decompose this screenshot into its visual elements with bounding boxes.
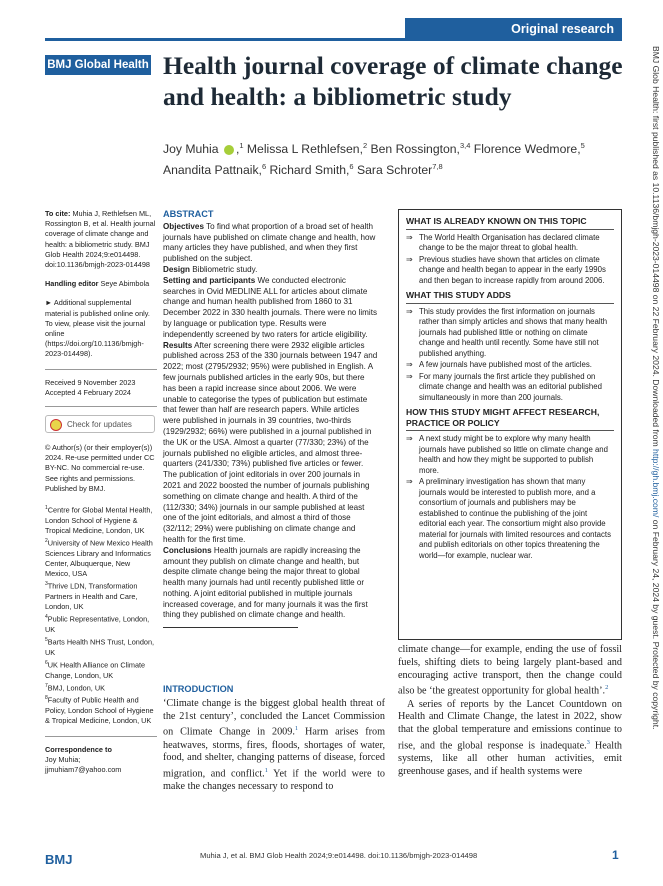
- article-title: Health journal coverage of climate change and health: a bibliometric study: [163, 51, 623, 111]
- arrow-icon: ⇒: [406, 232, 413, 242]
- abstract-setting: [163, 276, 378, 341]
- affiliation-number: 8: [45, 695, 48, 702]
- author-list: Joy Muhia ,$^1$ Melissa L Rethlefsen,$^2$ Ben Rossington,$^{3,4}$ Florence Wedmore,$^5$ Anandita Pattnaik,$^6$ Richard Smith,$^6$ Sara Schroter$^{7,8}$: [163, 141, 585, 178]
- bmj-logo[interactable]: BMJ: [45, 852, 73, 867]
- arrow-icon: ⇒: [406, 360, 413, 369]
- check-updates-label: Check for updates: [67, 420, 132, 430]
- body-text: A series of reports by the Lancet Countdown on Health and Climate Change, the latest in 2022, show that the global temperature and emissions continue to rise, and the global response is inadequate.: [398, 698, 622, 752]
- intro-text: Harm arises from heatwaves, storms, fires, floods, shortages of water, food, and shelter, changing patterns of disease, forced migration, and conflict.: [163, 726, 385, 780]
- box-bullet-item: [406, 360, 614, 371]
- author-name[interactable]: Anandita Pattnaik,: [163, 163, 262, 178]
- affiliation-item: [45, 579, 157, 612]
- affiliation-item: [45, 693, 157, 726]
- body-paragraph: [398, 699, 622, 779]
- box-bullet-text: A next study might be to explore why many health journals have published so little on climate change and health and how they might be supported to publish more.: [419, 434, 608, 475]
- arrow-icon: ⇒: [406, 434, 413, 443]
- author-name[interactable]: Florence Wedmore,: [473, 142, 581, 157]
- citation-ref[interactable]: 1: [264, 767, 268, 775]
- footer-citation: Muhia J, et al. BMJ Glob Health 2024;9:e014498. doi:10.1136/bmjgh-2023-014498: [200, 851, 478, 860]
- box-bullet-item: [406, 307, 614, 360]
- abstract-results: [163, 341, 378, 546]
- affil-sup: 6: [349, 162, 354, 172]
- section-label: Design: [163, 264, 190, 274]
- intro-paragraph: [163, 698, 385, 794]
- affiliation-number: 1: [45, 505, 48, 512]
- arrow-icon: ⇒: [406, 371, 413, 381]
- section-text: To find what proportion of a broad set of health journals have published on climate change and health, how many articles they have published, and when they first published on the subject.: [163, 221, 376, 264]
- box-bullet-text: This study provides the first information on journals rather than simply articles and shows that many health journals had published little or nothing on climate change and health until recently. Some have still not published anything.: [419, 306, 608, 358]
- cite-block: [45, 209, 157, 270]
- author-name[interactable]: Ben Rossington,: [370, 142, 460, 157]
- intro-text: ‘Climate change is the biggest global health threat of the 21st century’, concluded the Lancet Commission on Climate Change in 2009.: [163, 697, 385, 738]
- affil-sup: 3,4: [459, 141, 471, 150]
- affiliation-number: 2: [45, 538, 48, 545]
- sidebar: [45, 209, 157, 775]
- affiliation-number: 3: [45, 581, 48, 588]
- divider: [45, 406, 157, 407]
- intro-text: Yet if the world were to make the changes necessary to respond to: [163, 768, 385, 793]
- affil-sup: 7,8: [432, 162, 443, 172]
- orcid-icon[interactable]: [224, 145, 234, 155]
- box-bullet-item: [406, 372, 614, 404]
- section-label: Setting and participants: [163, 275, 256, 285]
- box-bullet-text: The World Health Organisation has declared climate change to be the major threat to global health.: [419, 232, 600, 252]
- summary-box: [398, 209, 622, 640]
- handling-editor: [45, 279, 157, 289]
- divider: [45, 736, 157, 737]
- affiliation-number: 4: [45, 614, 48, 621]
- affiliation-number: 7: [45, 682, 48, 689]
- known-list: [406, 233, 614, 287]
- introduction: [163, 683, 385, 794]
- author-name[interactable]: Richard Smith,: [269, 163, 350, 178]
- divider: [45, 369, 157, 370]
- body-text: Health systems, like all other human activities, emit greenhouse gases, and if health systems were: [398, 740, 622, 777]
- abstract-heading: ABSTRACT: [163, 209, 214, 219]
- intro-heading: INTRODUCTION: [163, 684, 234, 694]
- affiliation-item: [45, 681, 157, 694]
- abstract-conclusions: [163, 546, 378, 622]
- affiliation-text: Faculty of Public Health and Policy, London School of Hygiene & Tropical Medicine, London, UK: [45, 695, 154, 726]
- download-watermark: [641, 46, 661, 846]
- copyright-note: © Author(s) (or their employer(s)) 2024. Re-use permitted under CC BY-NC. No commercial re-use. See rights and permissions. Published by BMJ.: [45, 443, 155, 493]
- box-bullet-item: [406, 477, 614, 561]
- affiliation-text: University of New Mexico Health Sciences Library and Informatics Center, Albuquerque, New Mexico, USA: [45, 538, 153, 579]
- affiliation-text: Barts Health NHS Trust, London, UK: [45, 637, 155, 657]
- known-heading: WHAT IS ALREADY KNOWN ON THIS TOPIC: [406, 216, 614, 230]
- abstract-design: [163, 265, 378, 276]
- check-updates-button[interactable]: [45, 415, 155, 433]
- watermark-text: BMJ Glob Health: first published as 10.1136/bmjgh-2023-014498 on 22 February 2024. Downloaded from: [651, 46, 661, 450]
- cite-text: Muhia J, Rethlefsen ML, Rossington B, et al. Health journal coverage of climate change and health: a bibliometric study. BMJ Glob Health 2024;9:e014498. doi:10.1136/bmjgh-2023-014498: [45, 209, 156, 270]
- affil-sup: 5: [580, 141, 585, 150]
- citation-ref[interactable]: 3: [586, 738, 590, 746]
- abstract-rule: [163, 627, 298, 628]
- accepted-date: Accepted 4 February 2024: [45, 387, 131, 397]
- affiliations: [45, 503, 157, 726]
- author-name[interactable]: Joy Muhia: [163, 142, 219, 157]
- affiliation-text: Centre for Global Mental Health, London School of Hygiene & Tropical Medicine, London, UK: [45, 505, 153, 535]
- box-bullet-text: For many journals the first article they published on climate change and health was an editorial published simultaneously in more than 200 journals.: [419, 371, 602, 402]
- affiliation-text: Thrive LDN, Transformation Partners in Health and Care, London, UK: [45, 581, 138, 612]
- section-label: Results: [163, 340, 193, 350]
- body-text: climate change—for example, ending the use of fossil fuels, shifting diets to being largely plant-based and encouraging active transport, then the change could also be ‘the greatest opportunity for global health’.: [398, 644, 622, 697]
- author-name[interactable]: Sara Schroter: [356, 163, 433, 178]
- watermark-link[interactable]: http://gh.bmj.com/: [651, 449, 661, 518]
- affiliation-item: [45, 536, 157, 579]
- affect-list: [406, 434, 614, 561]
- affiliation-text: Public Representative, London, UK: [45, 614, 150, 634]
- handling-name: Seye Abimbola: [100, 279, 150, 289]
- correspondence-label: Correspondence to: [45, 744, 112, 754]
- box-bullet-text: Previous studies have shown that articles on climate change and health began to appear in the early 1990s and then began to increase rapidly from around 2006.: [419, 254, 606, 285]
- cite-label: To cite:: [45, 209, 71, 218]
- section-text: Bibliometric study.: [192, 264, 258, 274]
- received-date: Received 9 November 2023: [45, 377, 136, 387]
- section-text: After screening there were 2932 eligible articles published across 253 of the 330 journals between 1947 and 2022; most (2795/2932; 95%) were published in English. A few journals published articles in the early 90s, but there has been a rapid increase since about 2006. We were unable to categorise the types of publication but estimate that fewer than half are research papers. While articles were published in journals in 39 countries, two-thirds (1929/2932; 66%) were published in a journal published in the UK or the USA. Almost a quarter (77/330; 23%) of the journals published no eligible articles, and almost three-quarters (241/330; 73%) published five articles or fewer. The publication of joint editorials in over 200 journals in 2021 and 2022 boosted the number of journals publishing something on climate change and health. A third of the (112/330; 34%) journals in our sample published at least one of the joint editorials, and almost a third of those (32/112; 29%) were publishing on climate change and health for the first time.: [163, 340, 378, 544]
- crossmark-icon: [50, 419, 62, 431]
- body-right-column: [398, 644, 622, 779]
- arrow-icon: ⇒: [406, 477, 413, 486]
- section-text: Health journals are rapidly increasing the amount they publish on climate change and health, but despite climate change being the major threat to global health many journals had until recently published little or nothing. A joint editorial published in multiple journals increased coverage, and for many journals it was the first thing they published on climate change and health.: [163, 545, 368, 620]
- arrow-icon: ⇒: [406, 306, 413, 316]
- body-paragraph: [398, 644, 622, 699]
- box-bullet-item: [406, 233, 614, 254]
- section-label: Original research: [405, 18, 622, 40]
- affiliation-item: [45, 612, 157, 635]
- affiliation-text: BMJ, London, UK: [47, 683, 105, 693]
- top-rule: [45, 38, 622, 41]
- author-name[interactable]: Melissa L Rethlefsen,: [246, 142, 363, 157]
- abstract: [163, 209, 378, 628]
- affil-sup: 6: [261, 162, 267, 172]
- affiliation-item: [45, 635, 157, 658]
- section-text: We conducted electronic searches in Ovid MEDLINE ALL for articles about climate change and human health published from 1860 to 31 December 2022 in 330 health journals. There were no limits by language or publication type. Results were independently screened by two raters for article eligibility.: [163, 275, 378, 339]
- box-bullet-item: [406, 434, 614, 476]
- correspondence-email[interactable]: jjmuhiam7@yahoo.com: [45, 764, 122, 774]
- journal-brand[interactable]: BMJ Global Health: [45, 55, 151, 75]
- box-bullet-text: A few journals have published most of the articles.: [419, 360, 592, 369]
- abstract-objectives: [163, 222, 378, 265]
- section-label: Objectives: [163, 221, 204, 231]
- adds-list: [406, 307, 614, 404]
- affect-heading: HOW THIS STUDY MIGHT AFFECT RESEARCH, PRACTICE OR POLICY: [406, 407, 614, 431]
- handling-label: Handling editor: [45, 279, 99, 289]
- affil-sup: 1: [239, 141, 244, 150]
- watermark-text: on February 24, 2024 by guest. Protected by copyright.: [651, 517, 661, 730]
- citation-ref[interactable]: 1: [294, 725, 299, 733]
- adds-heading: WHAT THIS STUDY ADDS: [406, 290, 614, 304]
- supplemental-note[interactable]: ► Additional supplemental material is published online only. To view, please visit the journal online (https://doi.org/10.1136/bmjgh-2023-014498).: [45, 298, 150, 359]
- affiliation-number: 5: [45, 637, 48, 644]
- correspondence-name: Joy Muhia;: [45, 754, 81, 764]
- affiliation-number: 6: [45, 660, 48, 667]
- affiliation-text: UK Health Alliance on Climate Change, London, UK: [45, 660, 146, 680]
- affil-sup: 2: [362, 141, 368, 150]
- box-bullet-text: A preliminary investigation has shown that many journals would be interested to publish more, and a consortium of journals and publishers may be established to continue the publishing of the joint editorial each year. The consortium might also provide material for journals with limited resources and contacts and publish editorials on other topics threatening the world—for example, nuclear war.: [419, 477, 611, 560]
- section-label: Conclusions: [163, 545, 212, 555]
- box-bullet-item: [406, 255, 614, 287]
- citation-ref[interactable]: 2: [605, 684, 609, 692]
- affiliation-item: [45, 658, 157, 681]
- affiliation-item: [45, 503, 157, 536]
- arrow-icon: ⇒: [406, 254, 413, 264]
- page-number: 1: [612, 848, 619, 862]
- correspondence: [45, 745, 157, 776]
